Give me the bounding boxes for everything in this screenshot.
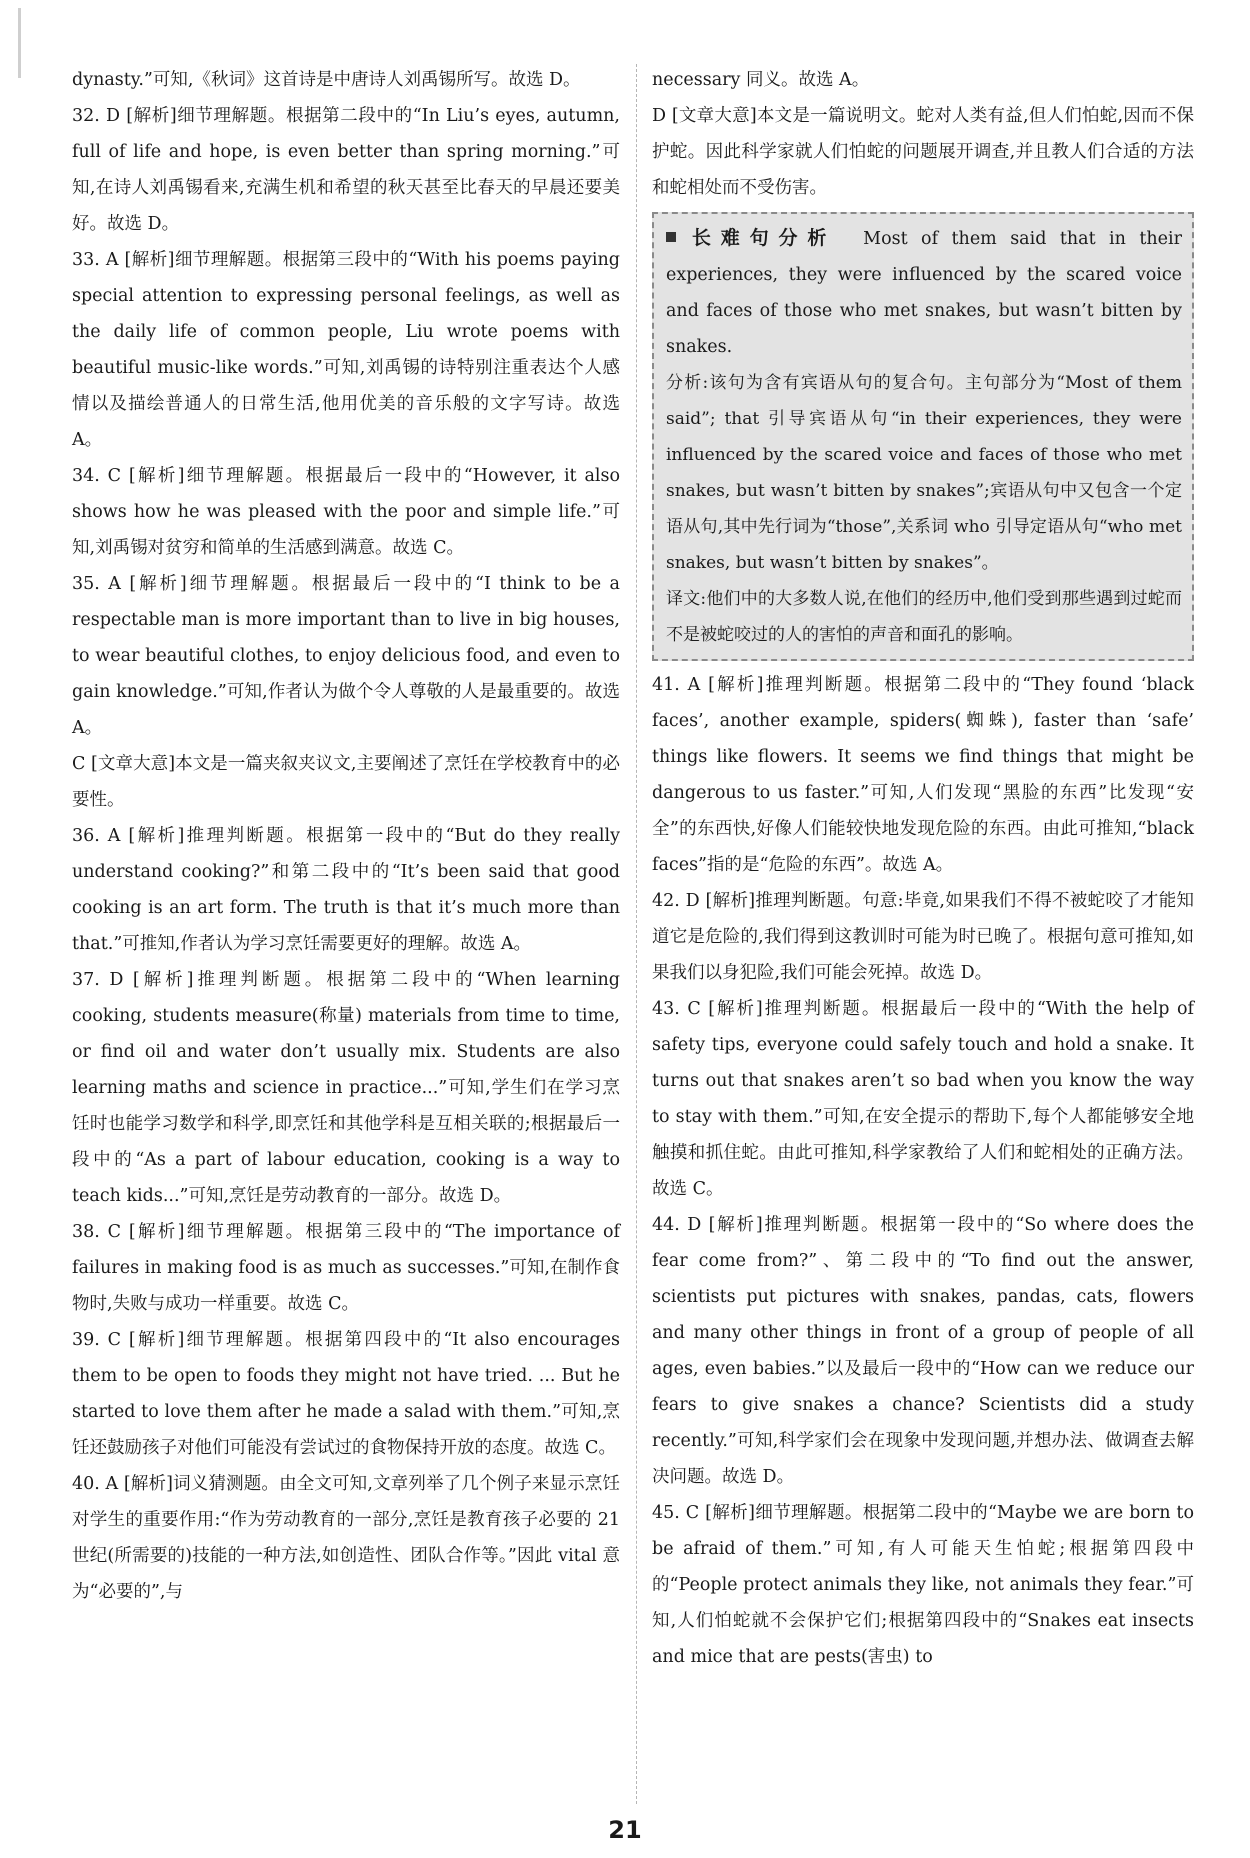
answer-item: 45. C [解析]细节理解题。根据第二段中的“Maybe we are born to be afraid of them.”可知,有人可能天生怕蛇;根据第四段中的“People protect animals they like, not animals they fear.”可知,人们怕蛇就不会保护它们;根据第四段中的“Snakes eat insects and mice that are pests(害虫) to [652, 1503, 1194, 1667]
page-edge-mark [18, 8, 21, 78]
passage-summary: D [文章大意]本文是一篇说明文。蛇对人类有益,但人们怕蛇,因而不保护蛇。因此科学家就人们怕蛇的问题展开调查,并且教人们合适的方法和蛇相处而不受伤害。 [652, 106, 1194, 198]
answer-item: 44. D [解析]推理判断题。根据第一段中的“So where does the fear come from?”、第二段中的“To find out the answer, scientists put pictures with snakes, pandas, cats, flowers and many other things in front of a group of people of all ages, even babies.”以及最后一段中的“How can we reduce our fears to give snakes a chance? Scientists did a study recently.”可知,科学家们会在现象中发现问题,并想办法、做调查去解决问题。故选 D。 [652, 1215, 1194, 1487]
answer-item: 42. D [解析]推理判断题。句意:毕竟,如果我们不得不被蛇咬了才能知道它是危险的,我们得到这教训时可能为时已晚了。根据句意可推知,如果我们以身犯险,我们可能会死掉。故选 D。 [652, 891, 1194, 983]
box-translation: 译文:他们中的大多数人说,在他们的经历中,他们受到那些遇到过蛇而不是被蛇咬过的人的害怕的声音和面孔的影响。 [666, 589, 1182, 645]
answer-item: 43. C [解析]推理判断题。根据最后一段中的“With the help of safety tips, everyone could safely touch and hold a snake. It turns out that snakes aren’t so bad when you know the way to stay with them.”可知,在安全提示的帮助下,每个人都能够安全地触摸和抓住蛇。由此可推知,科学家教给了人们和蛇相处的正确方法。故选 C。 [652, 999, 1194, 1199]
left-column [72, 62, 620, 1610]
answer-item: 36. A [解析]推理判断题。根据第一段中的“But do they really understand cooking?”和第二段中的“It’s been said that good cooking is an art form. The truth is that it’s much more than that.”可推知,作者认为学习烹饪需要更好的理解。故选 A。 [72, 826, 620, 954]
box-sentence: Most of them said that in their experiences, they were influenced by the scared voice and faces of those who met snakes, but wasn’t bitten by snakes. [666, 229, 1182, 357]
answer-item: 33. A [解析]细节理解题。根据第三段中的“With his poems paying special attention to expressing personal feelings, as well as the daily life of common people, Liu wrote poems with beautiful music-like words.”可知,刘禹锡的诗特别注重表达个人感情以及描绘普通人的日常生活,他用优美的音乐般的文字写诗。故选 A。 [72, 250, 620, 450]
box-heading [666, 227, 836, 249]
passage-summary: C [文章大意]本文是一篇夹叙夹议文,主要阐述了烹饪在学校教育中的必要性。 [72, 754, 620, 810]
answer-item: 37. D [解析]推理判断题。根据第二段中的“When learning cooking, students measure(称量) materials from time to time, or find oil and water don’t usually mix. Students are also learning maths and science in practice...”可知,学生们在学习烹饪时也能学习数学和科学,即烹饪和其他学科是互相关联的;根据最后一段中的“As a part of labour education, cooking is a way to teach kids...”可知,烹饪是劳动教育的一部分。故选 D。 [72, 970, 620, 1206]
box-heading-text: 长难句分析 [684, 227, 837, 249]
answer-item: 41. A [解析]推理判断题。根据第二段中的“They found ‘black faces’, another example, spiders(蜘蛛), faster than ‘safe’ things like flowers. It seems we find things that might be dangerous to us faster.”可知,人们发现“黑脸的东西”比发现“安全”的东西快,好像人们能较快地发现危险的东西。由此可推知,“black faces”指的是“危险的东西”。故选 A。 [652, 675, 1194, 875]
answer-item: 34. C [解析]细节理解题。根据最后一段中的“However, it also shows how he was pleased with the poor and simple life.”可知,刘禹锡对贫穷和简单的生活感到满意。故选 C。 [72, 466, 620, 558]
answer-item: necessary 同义。故选 A。 [652, 70, 870, 90]
answer-item: 40. A [解析]词义猜测题。由全文可知,文章列举了几个例子来显示烹饪对学生的重要作用:“作为劳动教育的一部分,烹饪是教育孩子必要的 21 世纪(所需要的)技能的一种方法,如创造性、团队合作等。”因此 vital 意为“必要的”,与 [72, 1474, 620, 1602]
column-divider [636, 64, 637, 1804]
right-column [652, 62, 1194, 1675]
answer-item: 35. A [解析]细节理解题。根据最后一段中的“I think to be a respectable man is more important than to live in big houses, to wear beautiful clothes, to enjoy delicious food, and even to gain knowledge.”可知,作者认为做个令人尊敬的人是最重要的。故选 A。 [72, 574, 620, 738]
long-sentence-analysis-box [652, 212, 1194, 661]
answer-item: 32. D [解析]细节理解题。根据第二段中的“In Liu’s eyes, autumn, full of life and hope, is even better than spring morning.”可知,在诗人刘禹锡看来,充满生机和希望的秋天甚至比春天的早晨还要美好。故选 D。 [72, 106, 620, 234]
box-sentence-line [666, 220, 1182, 365]
answer-item: 38. C [解析]细节理解题。根据第三段中的“The importance of failures in making food is as much as successes.”可知,在制作食物时,失败与成功一样重要。故选 C。 [72, 1222, 620, 1314]
answer-item: dynasty.”可知,《秋词》这首诗是中唐诗人刘禹锡所写。故选 D。 [72, 70, 581, 90]
page-number: 21 [608, 1816, 642, 1844]
square-bullet-icon [666, 232, 676, 242]
answer-item: 39. C [解析]细节理解题。根据第四段中的“It also encourages them to be open to foods they might not have tried. ... But he started to love them after he made a salad with them.”可知,烹饪还鼓励孩子对他们可能没有尝试过的食物保持开放的态度。故选 C。 [72, 1330, 620, 1458]
box-analysis: 分析:该句为含有宾语从句的复合句。主句部分为“Most of them said”; that 引导宾语从句“in their experiences, they were influenced by the scared voice and faces of those who met snakes, but wasn’t bitten by snakes”;宾语从句中又包含一个定语从句,其中先行词为“those”,关系词 who 引导定语从句“who met snakes, but wasn’t bitten by snakes”。 [666, 373, 1182, 573]
